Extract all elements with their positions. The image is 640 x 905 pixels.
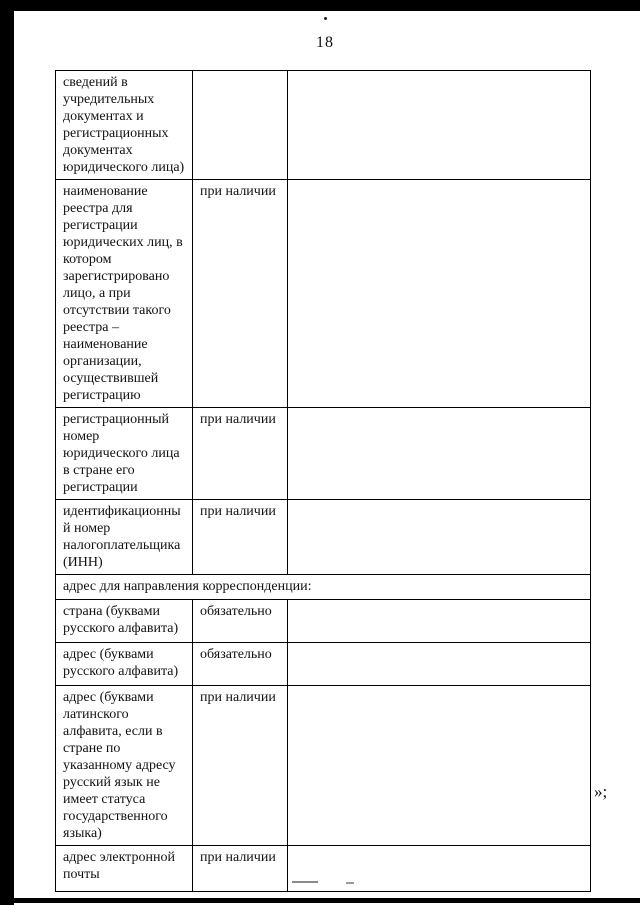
table-row xyxy=(56,686,591,846)
field-label-cell: адрес (буквами латинского алфавита, если в стране по указанному адресу русский язык не имеет статуса государственного языка) xyxy=(56,686,193,846)
table-row xyxy=(56,71,591,180)
field-label-cell: регистрационный номер юридического лица в стране его регистрации xyxy=(56,408,193,500)
scan-edge-top xyxy=(0,0,640,11)
table-row xyxy=(56,600,591,643)
value-cell xyxy=(288,643,591,686)
field-label-cell: наименование реестра для регистрации юридических лиц, в котором зарегистрировано лицо, а при отсутствии такого реестра – наименование организации, осуществившей регистрацию xyxy=(56,180,193,408)
value-cell xyxy=(288,180,591,408)
value-cell xyxy=(288,686,591,846)
table-row xyxy=(56,408,591,500)
requirement-cell: при наличии xyxy=(193,686,288,846)
closing-quote-mark: »; xyxy=(594,782,608,801)
field-label-cell: сведений в учредительных документах и регистрационных документах юридического лица) xyxy=(56,71,193,180)
value-cell xyxy=(288,600,591,643)
table-row xyxy=(56,846,591,892)
table-row xyxy=(56,180,591,408)
section-header-cell: адрес для направления корреспонденции: xyxy=(56,575,591,600)
requirement-cell: при наличии xyxy=(193,846,288,892)
requirement-cell xyxy=(193,71,288,180)
scan-speck-dot xyxy=(324,17,327,20)
table-row xyxy=(56,643,591,686)
field-label-cell: страна (буквами русского алфавита) xyxy=(56,600,193,643)
requirement-cell: при наличии xyxy=(193,180,288,408)
scan-edge-bottom xyxy=(14,898,640,903)
value-cell xyxy=(288,71,591,180)
scan-edge-left xyxy=(0,0,14,905)
table-section-row xyxy=(56,575,591,600)
requirements-table xyxy=(55,70,591,892)
field-label-cell: адрес электронной почты xyxy=(56,846,193,892)
requirement-cell: при наличии xyxy=(193,408,288,500)
field-label-cell: идентификационный номер налогоплательщика (ИНН) xyxy=(56,500,193,575)
value-cell xyxy=(288,846,591,892)
table-row xyxy=(56,500,591,575)
requirement-cell: обязательно xyxy=(193,643,288,686)
field-label-cell: адрес (буквами русского алфавита) xyxy=(56,643,193,686)
page-number: 18 xyxy=(316,34,334,51)
value-cell xyxy=(288,408,591,500)
value-cell xyxy=(288,500,591,575)
requirement-cell: при наличии xyxy=(193,500,288,575)
requirement-cell: обязательно xyxy=(193,600,288,643)
